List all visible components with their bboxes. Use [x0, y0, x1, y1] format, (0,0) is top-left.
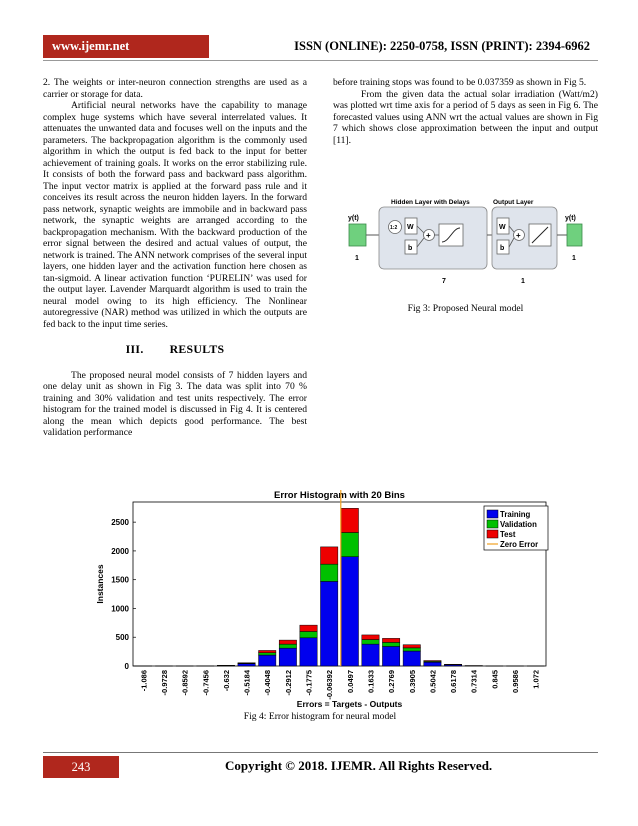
fig3-neural-model: [343, 180, 588, 295]
y-tick-label: 2000: [111, 546, 129, 556]
chart-title: Error Histogram with 20 Bins: [274, 490, 405, 501]
y-axis-label: Instances: [95, 564, 105, 604]
output-layer-size: 1: [521, 278, 525, 285]
bar-training-14: [424, 662, 441, 666]
bar-test-10: [341, 508, 358, 532]
output-plus: +: [516, 231, 521, 240]
bar-training-9: [321, 581, 338, 666]
bar-validation-6: [259, 653, 276, 655]
y-tick-label: 0: [124, 662, 129, 671]
x-tick-label: 0.9586: [511, 670, 521, 693]
output-w-label: W: [499, 224, 506, 231]
delay-label: 1:2: [390, 225, 398, 231]
hidden-layer-title: Hidden Layer with Delays: [391, 199, 470, 206]
bar-validation-13: [403, 648, 420, 651]
output-b-label: b: [500, 245, 505, 252]
x-tick-label: 0.0497: [345, 670, 355, 693]
footer-copyright: Copyright © 2018. IJEMR. All Rights Reserved.: [225, 758, 493, 773]
left-para-2: Artificial neural networks have the capability to manage complex huge systems which have several interrelated values. It attenuates the unwanted data and focuses well on the inputs and the parameters. The backpropagation algorithm is the commonly used algorithm in which the output is fed back to the input for better achievement of training goals. It works on the error stabilizing rule. It consists of both the forward pass and backward pass algorithm. The input vector matrix is applied at the forward pass rule and it conceives its result across the neuron hidden layers. In the forward pass network, synaptic weights are immobile and in backward pass network, the synaptic weights are arranged according to the backpropagation mechanism. With the backward production of the error signal between the desired and actual values of output, the network is trained. The ANN network comprises of the several input layers, one hidden layer and the activation function here chosen as tan-sigmoid. A linear activation function ‘PURELIN’ was used for the output layer. Lavender Marquardt algorithm is used to train the neural model owing to its high efficiency. The Nonlinear autoregressive (NAR) method was utilized in which the outputs are fed back to the input time series.: [43, 100, 307, 330]
bar-training-13: [403, 651, 420, 666]
bar-validation-9: [321, 564, 338, 581]
bar-validation-7: [279, 644, 296, 648]
input-label: y(t): [348, 215, 359, 222]
right-column: [333, 77, 598, 146]
bar-validation-8: [300, 631, 317, 637]
x-tick-label: 0.845: [490, 670, 500, 689]
x-tick-label: 0.6178: [449, 670, 459, 693]
legend-label-1: Validation: [500, 520, 537, 529]
legend-swatch-1: [487, 520, 498, 528]
x-tick-label: -0.5184: [242, 670, 252, 696]
hidden-w-label: W: [407, 224, 414, 231]
bar-test-13: [403, 645, 420, 648]
x-tick-label: 0.2769: [387, 670, 397, 693]
output-label: y(t): [565, 215, 576, 222]
bar-training-7: [279, 648, 296, 666]
legend-label-3: Zero Error: [500, 540, 539, 549]
legend-swatch-2: [487, 530, 498, 538]
hidden-b-label: b: [408, 245, 413, 252]
bar-training-8: [300, 638, 317, 666]
section-heading: [43, 344, 307, 356]
output-layer-title: Output Layer: [493, 199, 534, 206]
x-tick-label: -0.2912: [283, 670, 293, 696]
output-block: [567, 224, 582, 246]
journal-issn: ISSN (ONLINE): 2250-0758, ISSN (PRINT): 2394-6962: [294, 39, 590, 53]
fig3-caption: Fig 3: Proposed Neural model: [407, 303, 524, 314]
left-para-1: 2. The weights or inter-neuron connection strengths are used as a carrier or storage for data.: [43, 77, 307, 100]
bar-test-9: [321, 547, 338, 564]
x-tick-label: -1.086: [139, 670, 149, 692]
x-axis-label: Errors = Targets - Outputs: [296, 699, 403, 709]
hidden-size: 7: [442, 278, 446, 285]
bar-training-5: [238, 664, 255, 666]
bar-training-11: [362, 644, 379, 666]
right-para-1: before training stops was found to be 0.037359 as shown in Fig 5.: [333, 77, 587, 88]
x-tick-label: 0.3905: [407, 670, 417, 693]
y-tick-label: 1500: [111, 575, 129, 585]
x-tick-label: -0.06392: [325, 670, 335, 700]
x-tick-label: 1.072: [531, 670, 541, 689]
page-header: [43, 35, 598, 58]
left-para-3: The proposed neural model consists of 7 hidden layers and one delay unit as shown in Fig 3. The data was split into 70 % training and 30% validation and test units respectively. The error histogram for the trained model is discussed in Fig 4. It is centered along the mean which depicts good performance. The best validation performance: [43, 369, 307, 438]
footer-rule: [43, 752, 598, 753]
input-block: [349, 224, 366, 246]
output-size: 1: [572, 255, 576, 262]
bar-test-12: [382, 638, 399, 642]
legend-swatch-0: [487, 510, 498, 518]
y-tick-label: 500: [115, 633, 129, 643]
bar-test-7: [279, 640, 296, 644]
x-tick-label: -0.7456: [201, 670, 211, 696]
section-number: III.: [125, 342, 144, 356]
legend-label-2: Test: [500, 530, 516, 539]
bar-training-6: [259, 655, 276, 666]
hidden-plus: +: [426, 231, 431, 240]
bar-test-14: [424, 661, 441, 662]
header-rule: [43, 60, 598, 61]
x-tick-label: 0.1633: [366, 670, 376, 693]
fig4-caption: Fig 4: Error histogram for neural model: [243, 711, 397, 722]
section-title: RESULTS: [169, 342, 225, 356]
bar-test-6: [259, 650, 276, 652]
y-tick-label: 1000: [111, 604, 129, 614]
bar-training-10: [341, 557, 358, 666]
x-tick-label: -0.9728: [159, 670, 169, 696]
bar-validation-11: [362, 640, 379, 645]
x-tick-label: 0.5042: [428, 670, 438, 693]
journal-website: www.ijemr.net: [43, 35, 209, 58]
x-tick-label: -0.632: [221, 670, 231, 692]
bar-validation-10: [341, 532, 358, 556]
x-tick-label: -0.8592: [180, 670, 190, 696]
y-tick-label: 2500: [111, 518, 129, 528]
input-size: 1: [355, 255, 359, 262]
x-tick-label: 0.7314: [469, 670, 479, 693]
x-tick-label: -0.1775: [304, 670, 314, 696]
bar-test-8: [300, 625, 317, 631]
left-column: [43, 77, 307, 439]
bar-training-12: [382, 646, 399, 666]
right-para-2: From the given data the actual solar irradiation (Watt/m2) was plotted wrt time axis for a period of 5 days as seen in Fig 6. The forecasted values using ANN wrt the actual values are shown in Fig 7 which shows close approximation between the input and output [11].: [333, 88, 598, 146]
page-number: 243: [43, 756, 119, 778]
bar-validation-12: [382, 642, 399, 646]
fig4-error-histogram: [90, 488, 560, 710]
legend-label-0: Training: [500, 510, 531, 519]
x-tick-label: -0.4048: [263, 670, 273, 696]
bar-test-11: [362, 635, 379, 640]
